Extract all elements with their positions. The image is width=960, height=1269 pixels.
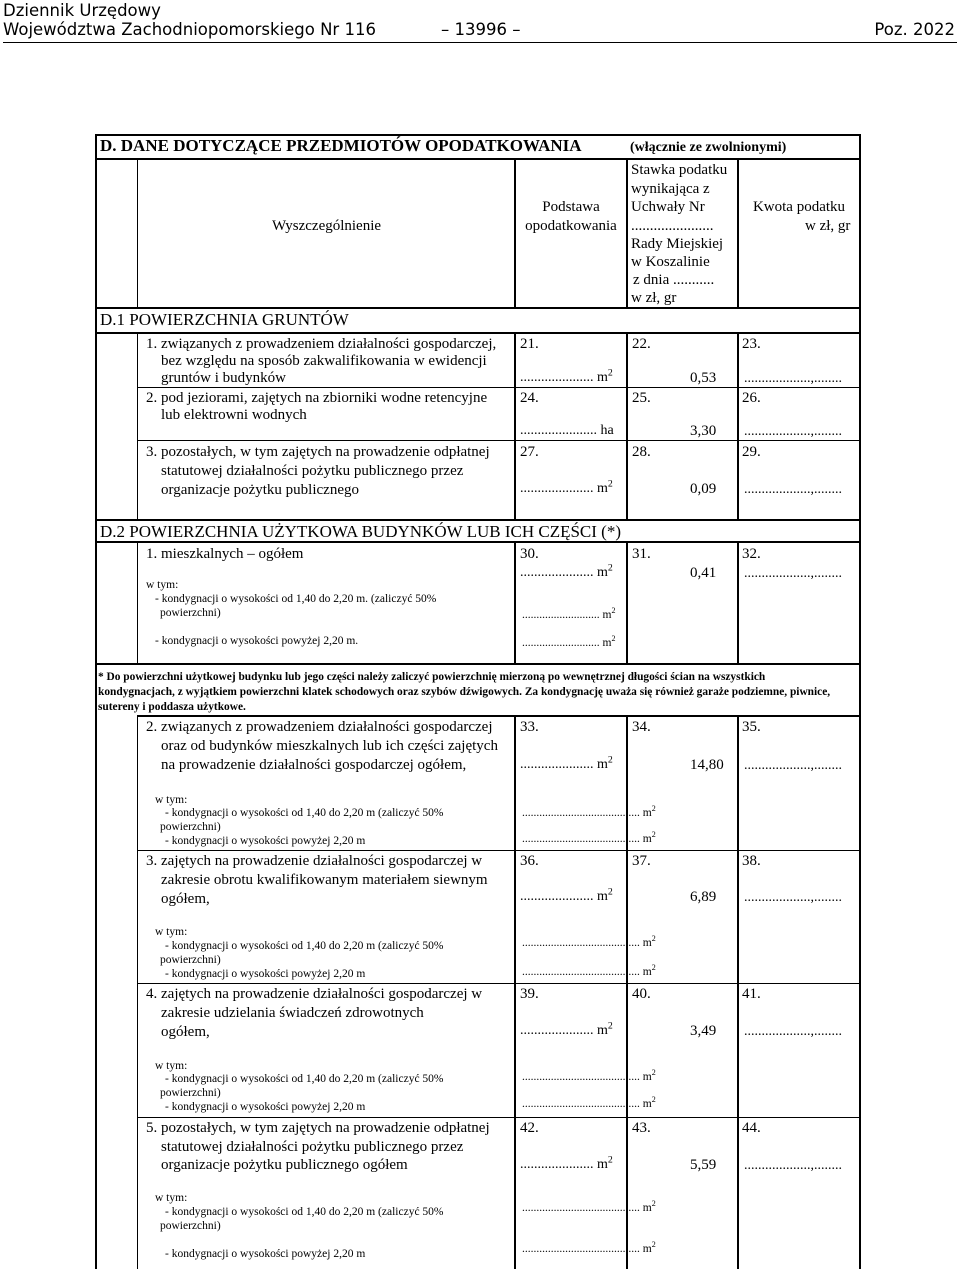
amount-field[interactable]: ...................,........ — [744, 424, 842, 439]
base-field-value: ..................... m — [520, 1023, 608, 1038]
sub-base-field[interactable] — [522, 1095, 656, 1111]
rate-line: Stawka podatku — [631, 162, 728, 178]
field-number: 26. — [742, 390, 761, 406]
field-number: 31. — [632, 546, 651, 562]
tax-rate: 3,30 — [690, 423, 717, 439]
section-d-title: D. DANE DOTYCZĄCE PRZEDMIOTÓW OPODATKOWANIA — [100, 136, 582, 155]
amount-field[interactable]: ...................,........ — [744, 1158, 842, 1173]
unit-superscript: 2 — [607, 1020, 613, 1032]
row-desc: oraz od budynków mieszkalnych lub ich części zajętych — [161, 738, 498, 754]
position-number: Poz. 2022 — [874, 20, 955, 39]
sub-base-field[interactable] — [522, 606, 616, 622]
base-field[interactable] — [520, 1154, 613, 1172]
in-which-label: w tym: — [155, 794, 188, 806]
field-number: 37. — [632, 853, 651, 869]
field-number: 34. — [632, 719, 651, 735]
sub-item: - kondygnacji o wysokości powyżej 2,20 m — [165, 835, 366, 847]
sub-item: powierzchni) — [160, 821, 221, 833]
row-desc: 4. zajętych na prowadzenie działalności gospodarczej w — [146, 986, 483, 1002]
base-field-value: ..................... m — [520, 757, 608, 772]
sub-base-field-value: ......................................... m — [522, 1098, 652, 1110]
amount-field[interactable]: ...................,........ — [744, 371, 842, 386]
field-number: 24. — [520, 390, 539, 406]
unit-superscript: 2 — [651, 1240, 656, 1250]
amount-field[interactable]: ...................,........ — [744, 890, 842, 905]
row-desc: statutowej działalności pożytku publicznego przez — [161, 1139, 464, 1155]
amount-field[interactable]: ...................,........ — [744, 1024, 842, 1039]
row-desc: na prowadzenie działalności gospodarczej ogółem, — [161, 757, 467, 773]
page-number: – 13996 – — [441, 20, 521, 39]
rule — [137, 158, 138, 309]
d1-title: D.1 POWIERZCHNIA GRUNTÓW — [100, 310, 349, 329]
field-number: 29. — [742, 444, 761, 460]
d1-row3-desc: statutowej działalności pożytku publicznego przez — [161, 463, 464, 479]
field-number: 39. — [520, 986, 539, 1002]
row-desc: 2. związanych z prowadzeniem działalności gospodarczej — [146, 719, 493, 735]
tax-rate: 0,09 — [690, 481, 717, 497]
rule — [737, 542, 739, 664]
in-which-label: w tym: — [146, 579, 179, 591]
base-field[interactable] — [520, 562, 613, 580]
field-number: 28. — [632, 444, 651, 460]
base-field-value: ..................... m — [520, 481, 608, 496]
unit-superscript: 2 — [651, 963, 656, 973]
rule — [95, 332, 861, 334]
sub-base-field[interactable] — [522, 963, 656, 979]
col-header-base-2: opodatkowania — [525, 218, 617, 234]
unit-superscript: 2 — [607, 478, 613, 490]
d1-row2-desc: 2. pod jeziorami, zajętych na zbiorniki wodne retencyjne — [146, 390, 488, 406]
rate-line: Uchwały Nr — [631, 199, 705, 215]
unit-superscript: 2 — [651, 1095, 656, 1105]
sub-base-field-value: ......................................... m — [522, 1243, 652, 1255]
rule — [737, 158, 739, 309]
field-number: 41. — [742, 986, 761, 1002]
sub-base-field[interactable] — [522, 634, 616, 650]
field-number: 42. — [520, 1120, 539, 1136]
base-field-value: ..................... m — [520, 370, 608, 385]
base-field-value: ..................... m — [520, 1157, 608, 1172]
d1-row3-desc: organizacje pożytku publicznego — [161, 482, 359, 498]
amount-field[interactable]: ...................,........ — [744, 482, 842, 497]
rule — [137, 850, 861, 851]
unit-superscript: 2 — [607, 562, 613, 574]
unit-superscript: 2 — [607, 886, 613, 898]
field-number: 33. — [520, 719, 539, 735]
rate-line: ...................... — [631, 218, 714, 234]
base-field[interactable] — [520, 478, 613, 496]
footnote-line: * Do powierzchni użytkowej budynku lub jego części należy zaliczyć powierzchnię mierzoną po wewnętrznej długości ścian na wszystkich — [98, 671, 766, 683]
table-border-left — [95, 134, 97, 1269]
rule — [737, 716, 739, 1269]
sub-base-field[interactable] — [522, 1240, 656, 1256]
base-field[interactable] — [520, 754, 613, 772]
footnote-line: sutereny i poddasza użytkowe. — [98, 701, 246, 713]
field-number: 38. — [742, 853, 761, 869]
rule — [626, 158, 628, 309]
rate-line: wynikająca z — [631, 181, 710, 197]
row-desc: ogółem, — [161, 1024, 210, 1040]
rule — [137, 332, 138, 520]
unit-superscript: 2 — [651, 1068, 656, 1078]
d1-row1-desc: gruntów i budynków — [161, 370, 286, 386]
rate-line: z dnia ........... — [633, 272, 715, 288]
col-header-amount-1: Kwota podatku — [752, 199, 846, 215]
field-number: 22. — [632, 336, 651, 352]
amount-field[interactable]: ...................,........ — [744, 566, 842, 581]
d1-row3-desc: 3. pozostałych, w tym zajętych na prowadzenie odpłatnej — [146, 444, 490, 460]
unit-superscript: 2 — [611, 634, 616, 644]
sub-item: - kondygnacji o wysokości powyżej 2,20 m — [165, 1101, 366, 1113]
sub-base-field[interactable] — [522, 804, 656, 820]
field-number: 23. — [742, 336, 761, 352]
unit-superscript: 2 — [651, 1199, 656, 1209]
base-field-value: ..................... m — [520, 565, 608, 580]
rule — [626, 332, 628, 520]
rule — [514, 332, 516, 520]
field-number: 25. — [632, 390, 651, 406]
sub-item: - kondygnacji o wysokości od 1,40 do 2,20 m (zaliczyć 50% — [165, 1206, 444, 1218]
rule — [95, 663, 861, 665]
unit-superscript: 2 — [611, 606, 616, 616]
rule — [737, 332, 739, 520]
rule — [137, 716, 138, 1269]
field-number: 32. — [742, 546, 761, 562]
d2-row1-desc: 1. mieszkalnych – ogółem — [146, 546, 304, 562]
sub-base-field-value: ......................................... m — [522, 1071, 652, 1083]
tax-rate: 5,59 — [690, 1157, 717, 1173]
base-field[interactable] — [520, 1020, 613, 1038]
sub-item: powierzchni) — [160, 954, 221, 966]
sub-item: - kondygnacji o wysokości powyżej 2,20 m — [165, 968, 366, 980]
base-field[interactable] — [520, 367, 613, 385]
rule — [137, 1117, 861, 1118]
tax-rate: 14,80 — [690, 757, 724, 773]
col-header-specification: Wyszczególnienie — [272, 218, 382, 234]
unit-superscript: 2 — [607, 1154, 613, 1166]
unit-superscript: 2 — [651, 804, 656, 814]
sub-base-field-value: ......................................... m — [522, 833, 652, 845]
sub-base-field[interactable] — [522, 830, 656, 846]
sub-base-field[interactable] — [522, 1068, 656, 1084]
unit-superscript: 2 — [607, 754, 613, 766]
journal-title: Dziennik Urzędowy — [3, 1, 161, 20]
field-number: 40. — [632, 986, 651, 1002]
row-desc: zakresie obrotu kwalifikowanym materiałem siewnym — [161, 872, 488, 888]
base-field-value: ..................... m — [520, 889, 608, 904]
col-header-amount-2: w zł, gr — [805, 218, 851, 234]
d1-row1-desc: 1. związanych z prowadzeniem działalności gospodarczej, — [146, 336, 497, 352]
sub-item: powierzchni) — [160, 607, 221, 619]
in-which-label: w tym: — [155, 1192, 188, 1204]
rule — [626, 716, 628, 1269]
row-desc: 5. pozostałych, w tym zajętych na prowadzenie odpłatnej — [146, 1120, 490, 1136]
amount-field[interactable]: ...................,........ — [744, 758, 842, 773]
sub-item: - kondygnacji o wysokości od 1,40 do 2,20 m (zaliczyć 50% — [165, 1073, 444, 1085]
base-field[interactable]: ...................... ha — [520, 423, 614, 438]
field-number: 27. — [520, 444, 539, 460]
sub-base-field-value: ......................................... m — [522, 807, 652, 819]
row-desc: organizacje pożytku publicznego ogółem — [161, 1157, 408, 1173]
footnote-line: kondygnacjach, z wyjątkiem powierzchni klatek schodowych oraz szybów dźwigowych. Za kondygnację uważa się również garaże podziemne, piwnice, — [98, 686, 831, 698]
unit-superscript: 2 — [651, 830, 656, 840]
field-number: 36. — [520, 853, 539, 869]
table-border-right — [859, 134, 861, 1269]
sub-item: - kondygnacji o wysokości powyżej 2,20 m — [165, 1248, 366, 1260]
rate-line: w Koszalinie — [631, 254, 710, 270]
sub-item: - kondygnacji o wysokości od 1,40 do 2,20 m. (zaliczyć 50% — [155, 593, 437, 605]
row-desc: 3. zajętych na prowadzenie działalności gospodarczej w — [146, 853, 483, 869]
base-field[interactable] — [520, 886, 613, 904]
rule — [137, 387, 861, 388]
d1-row1-desc: bez względu na sposób zakwalifikowania w ewidencji — [161, 353, 487, 369]
sub-item: - kondygnacji o wysokości od 1,40 do 2,20 m (zaliczyć 50% — [165, 807, 444, 819]
row-desc: ogółem, — [161, 891, 210, 907]
field-number: 44. — [742, 1120, 761, 1136]
sub-base-field[interactable] — [522, 934, 656, 950]
sub-item: - kondygnacji o wysokości od 1,40 do 2,20 m (zaliczyć 50% — [165, 940, 444, 952]
sub-base-field-value: ........................... m — [522, 637, 612, 649]
tax-rate: 0,41 — [690, 565, 717, 581]
in-which-label: w tym: — [155, 1060, 188, 1072]
rule — [95, 158, 861, 160]
unit-superscript: 2 — [607, 367, 613, 379]
tax-rate: 0,53 — [690, 370, 717, 386]
d1-row2-desc: lub elektrowni wodnych — [161, 407, 307, 423]
sub-base-field-value: ......................................... m — [522, 1202, 652, 1214]
rule — [137, 983, 861, 984]
sub-base-field-value: ........................... m — [522, 609, 612, 621]
rule — [514, 716, 516, 1269]
section-d-note: (włącznie ze zwolnionymi) — [630, 140, 787, 155]
rule — [626, 542, 628, 664]
unit-superscript: 2 — [651, 934, 656, 944]
field-number: 21. — [520, 336, 539, 352]
rule — [137, 440, 861, 441]
rule — [95, 307, 861, 309]
rule — [137, 715, 861, 717]
sub-item: - kondygnacji o wysokości powyżej 2,20 m. — [155, 635, 359, 647]
sub-item: powierzchni) — [160, 1220, 221, 1232]
field-number: 43. — [632, 1120, 651, 1136]
d2-title: D.2 POWIERZCHNIA UŻYTKOWA BUDYNKÓW LUB ICH CZĘŚCI (*) — [100, 522, 621, 541]
row-desc: zakresie udzielania świadczeń zdrowotnych — [161, 1005, 424, 1021]
sub-base-field-value: ......................................... m — [522, 937, 652, 949]
field-number: 35. — [742, 719, 761, 735]
sub-base-field[interactable] — [522, 1199, 656, 1215]
journal-subtitle: Województwa Zachodniopomorskiego Nr 116 — [3, 20, 376, 39]
rule — [137, 542, 138, 664]
rule — [95, 519, 861, 521]
rule — [514, 542, 516, 664]
field-number: 30. — [520, 546, 539, 562]
tax-rate: 3,49 — [690, 1023, 717, 1039]
sub-base-field-value: ......................................... m — [522, 966, 652, 978]
rate-line: Rady Miejskiej — [631, 236, 724, 252]
in-which-label: w tym: — [155, 926, 188, 938]
sub-item: powierzchni) — [160, 1087, 221, 1099]
tax-rate: 6,89 — [690, 889, 717, 905]
rate-line: w zł, gr — [631, 290, 677, 306]
col-header-base-1: Podstawa — [542, 199, 600, 215]
